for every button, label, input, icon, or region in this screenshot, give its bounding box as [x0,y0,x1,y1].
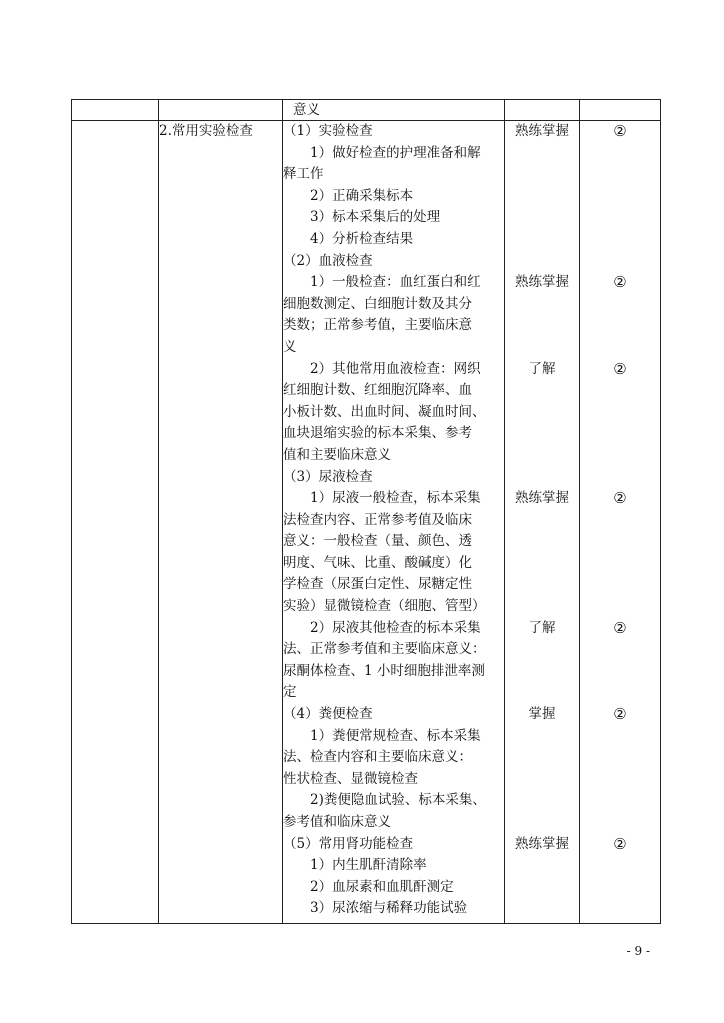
spacer [580,251,660,273]
mastery-level: 熟练掌握 [515,490,569,507]
content-line: 4）分析检查结果 [310,230,414,247]
spacer [505,294,579,316]
mastery-level: 了解 [528,619,556,636]
spacer [580,445,660,467]
content-line: 1）做好检查的护理准备和解 [310,144,481,161]
content-line: 类数；正常参考值，主要临床意 [283,317,472,334]
spacer [580,207,660,229]
table-row-main [72,121,661,924]
spacer [505,769,579,791]
spacer [505,726,579,748]
content-cell [283,121,505,924]
content-line: 性状检查、显微镜检查 [283,770,418,787]
spacer [580,574,660,596]
content-line: 小板计数、出血时间、凝血时间、 [283,403,486,420]
spacer [580,402,660,424]
level-mark: ② [613,834,627,853]
spacer [505,423,579,445]
content-line: （1）实验检查 [283,123,373,139]
content-line: 法检查内容、正常参考值及临床 [283,511,472,528]
content-line: 义 [283,338,297,355]
content-line: 3）标本采集后的处理 [310,209,441,226]
table-row-prev [72,100,661,121]
spacer [580,143,660,165]
spacer [580,186,660,208]
cell-prev-content [283,100,505,121]
content-line: 明度、气味、比重、酸碱度）化 [283,554,472,571]
content-line: 1）尿液一般检查，标本采集 [310,490,481,507]
content-line: 1）内生肌酐清除率 [310,857,427,874]
spacer [505,164,579,186]
content-line: 尿酮体检查、1 小时细胞排泄率测 [283,662,485,679]
page-number: - 9 - [626,944,650,958]
spacer [580,315,660,337]
level-mark: ② [613,618,627,637]
content-line: 参考值和临床意义 [283,814,391,830]
content-line: 细胞数测定、白细胞计数及其分 [283,295,472,312]
spacer [505,553,579,575]
section-title: 2.常用实验检查 [159,123,253,139]
content-line: （3）尿液检查 [283,468,373,485]
spacer [580,337,660,359]
level-mark: ② [613,273,627,292]
spacer [580,423,660,445]
spacer [580,380,660,402]
spacer [505,467,579,489]
spacer [505,661,579,683]
spacer [505,445,579,467]
content-line: 学检查（尿蛋白定性、尿糖定性 [283,576,472,593]
spacer [580,510,660,532]
spacer [580,553,660,575]
mastery-level: 掌握 [528,706,556,723]
prev-content-text: 意义 [293,102,320,118]
cell-empty [580,100,661,121]
spacer [580,682,660,704]
cell-empty [159,100,283,121]
spacer [580,769,660,791]
level-mark: ② [613,705,627,724]
spacer [580,467,660,489]
spacer [505,596,579,618]
spacer [505,143,579,165]
mark-column [580,121,660,855]
content-line: 2）血尿素和血肌酐测定 [310,878,454,895]
spacer [580,812,660,834]
spacer [505,380,579,402]
content-line: 2）正确采集标本 [310,187,414,204]
spacer [580,294,660,316]
spacer [505,402,579,424]
level-cell [505,121,580,924]
content-lines [283,121,504,920]
spacer [580,747,660,769]
content-line: 2）尿液其他检查的标本采集 [310,619,481,636]
spacer [505,531,579,553]
content-line: 值和主要临床意义 [283,446,391,463]
spacer [505,639,579,661]
spacer [580,661,660,683]
content-line: 意义：一般检查（量、颜色、透 [283,533,472,550]
content-line: 2)粪便隐血试验、标本采集、 [310,792,486,809]
content-line: 1）粪便常规检查、标本采集 [310,727,481,744]
spacer [505,747,579,769]
level-mark: ② [613,359,627,378]
spacer [505,186,579,208]
mastery-level: 熟练掌握 [515,123,569,139]
mastery-level: 熟练掌握 [515,274,569,291]
content-line: 法、正常参考值和主要临床意义： [283,641,486,658]
content-line: 释工作 [283,166,324,183]
spacer [580,639,660,661]
spacer [580,229,660,251]
content-line: 2）其他常用血液检查：网织 [310,360,481,377]
content-line: （5）常用肾功能检查 [283,835,414,852]
mark-cell [580,121,661,924]
mastery-level: 熟练掌握 [515,835,569,852]
level-mark: ② [613,122,627,140]
spacer [505,790,579,812]
content-line: 1）一般检查：血红蛋白和红 [310,274,481,291]
spacer [505,812,579,834]
spacer [505,510,579,532]
syllabus-table [71,99,661,924]
content-line: 血块退缩实验的标本采集、参考 [283,425,472,442]
spacer [580,164,660,186]
content-line: （2）血液检查 [283,252,373,269]
spacer [580,596,660,618]
content-line: 定 [283,684,297,701]
spacer [580,790,660,812]
level-mark: ② [613,489,627,508]
cell-empty [505,100,580,121]
section-title-cell [159,121,283,924]
spacer [505,207,579,229]
spacer [505,574,579,596]
spacer [580,726,660,748]
cell-empty [72,121,159,924]
spacer [505,315,579,337]
content-line: 3）尿浓缩与稀释功能试验 [310,900,468,917]
spacer [505,337,579,359]
level-column [505,121,579,855]
spacer [505,251,579,273]
content-line: 红细胞计数、红细胞沉降率、血 [283,382,472,399]
mastery-level: 了解 [528,360,556,377]
spacer [580,531,660,553]
cell-empty [72,100,159,121]
content-line: 实验）显微镜检查（细胞、管型） [283,598,486,615]
spacer [505,229,579,251]
content-line: 法、检查内容和主要临床意义： [283,749,472,766]
content-line: （4）粪便检查 [283,706,373,723]
spacer [505,682,579,704]
